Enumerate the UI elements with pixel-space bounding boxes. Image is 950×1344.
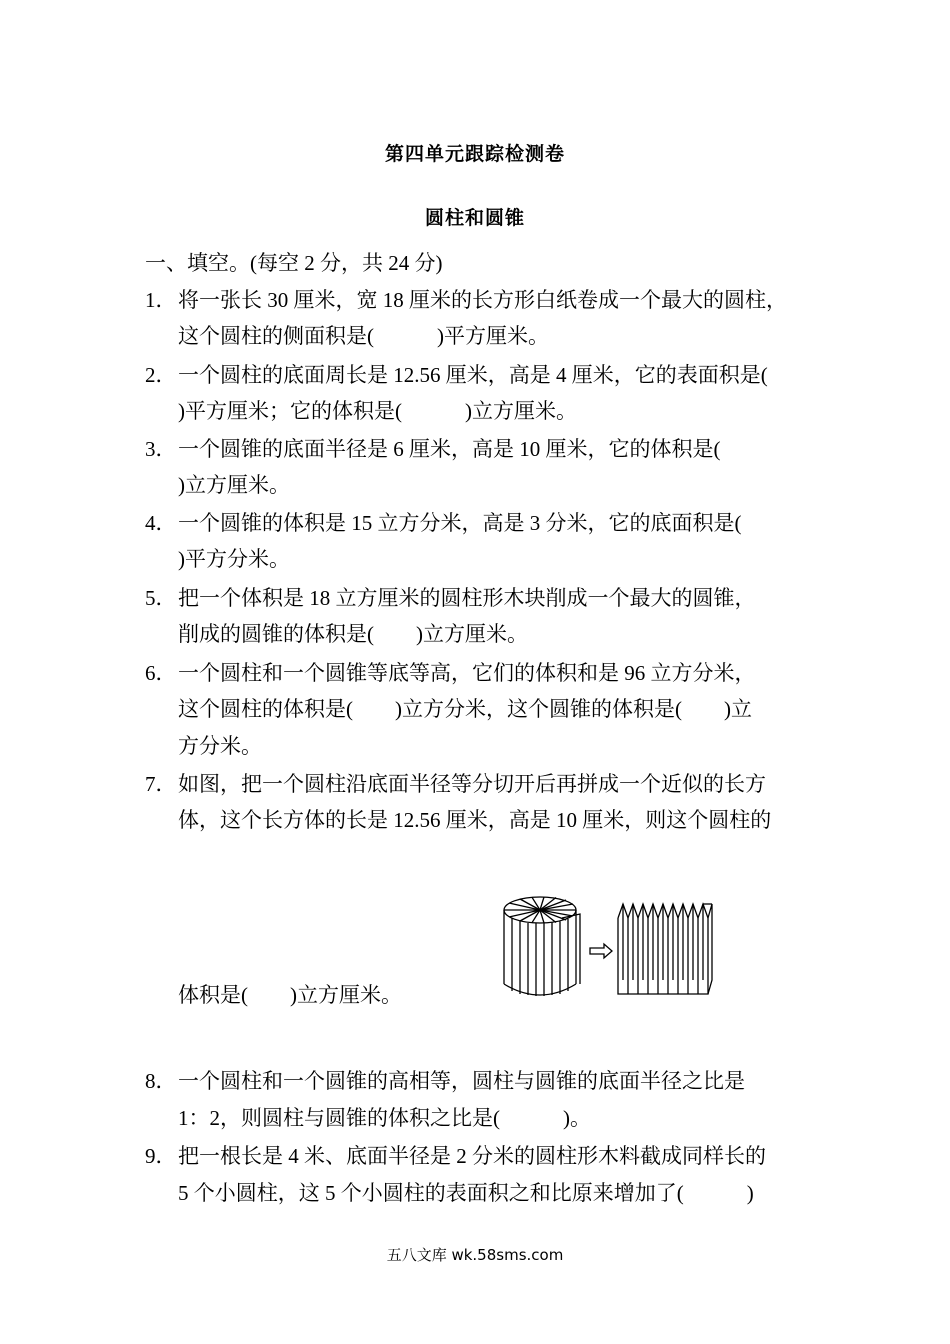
question-text: 体，这个长方体的长是 12.56 厘米，高是 10 厘米，则这个圆柱的 <box>178 808 772 832</box>
question-text: 1：2，则圆柱与圆锥的体积之比是( )。 <box>178 1106 591 1130</box>
question-number: 6． <box>145 661 177 685</box>
question-text: 体积是( )立方厘米。 <box>178 983 402 1007</box>
question-number: 5． <box>145 586 177 610</box>
question-number: 7． <box>145 772 177 796</box>
question-number: 1． <box>145 288 177 312</box>
question-text: )立方厘米。 <box>178 473 290 497</box>
question-number: 8． <box>145 1069 177 1093</box>
question-text: 把一个体积是 18 立方厘米的圆柱形木块削成一个最大的圆锥， <box>178 586 756 610</box>
question-number: 2． <box>145 363 177 387</box>
question-text: 削成的圆锥的体积是( )立方厘米。 <box>178 622 528 646</box>
cylinder-to-cuboid-figure <box>500 888 730 1004</box>
question-text: 把一根长是 4 米、底面半径是 2 分米的圆柱形木料截成同样长的 <box>178 1144 766 1168</box>
page-subtitle: 圆柱和圆锥 <box>424 207 525 229</box>
question-text: )平方分米。 <box>178 547 290 571</box>
question-text: 这个圆柱的侧面积是( )平方厘米。 <box>178 324 549 348</box>
question-text: 一个圆柱和一个圆锥的高相等，圆柱与圆锥的底面半径之比是 <box>178 1069 745 1093</box>
page-title: 第四单元跟踪检测卷 <box>384 143 565 165</box>
question-text: 一个圆锥的底面半径是 6 厘米，高是 10 厘米，它的体积是( <box>178 437 721 461</box>
question-text: 这个圆柱的体积是( )立方分米，这个圆锥的体积是( )立 <box>178 697 752 721</box>
question-text: 将一张长 30 厘米，宽 18 厘米的长方形白纸卷成一个最大的圆柱， <box>178 288 787 312</box>
question-text: 一个圆柱和一个圆锥等底等高，它们的体积和是 96 立方分米， <box>178 661 756 685</box>
question-number: 4． <box>145 511 177 535</box>
section-heading: 一、填空。(每空 2 分，共 24 分) <box>145 251 443 275</box>
footer-watermark: 五八文库 wk.58sms.com <box>386 1246 564 1264</box>
question-text: 一个圆柱的底面周长是 12.56 厘米，高是 4 厘米，它的表面积是( <box>178 363 768 387</box>
question-text: 如图，把一个圆柱沿底面半径等分切开后再拼成一个近似的长方 <box>178 772 766 796</box>
question-text: 方分米。 <box>178 734 262 758</box>
question-text: 5 个小圆柱，这 5 个小圆柱的表面积之和比原来增加了( ) <box>178 1181 754 1205</box>
question-number: 9． <box>145 1144 177 1168</box>
question-text: )平方厘米；它的体积是( )立方厘米。 <box>178 399 577 423</box>
question-text: 一个圆锥的体积是 15 立方分米，高是 3 分米，它的底面积是( <box>178 511 742 535</box>
question-number: 3． <box>145 437 177 461</box>
